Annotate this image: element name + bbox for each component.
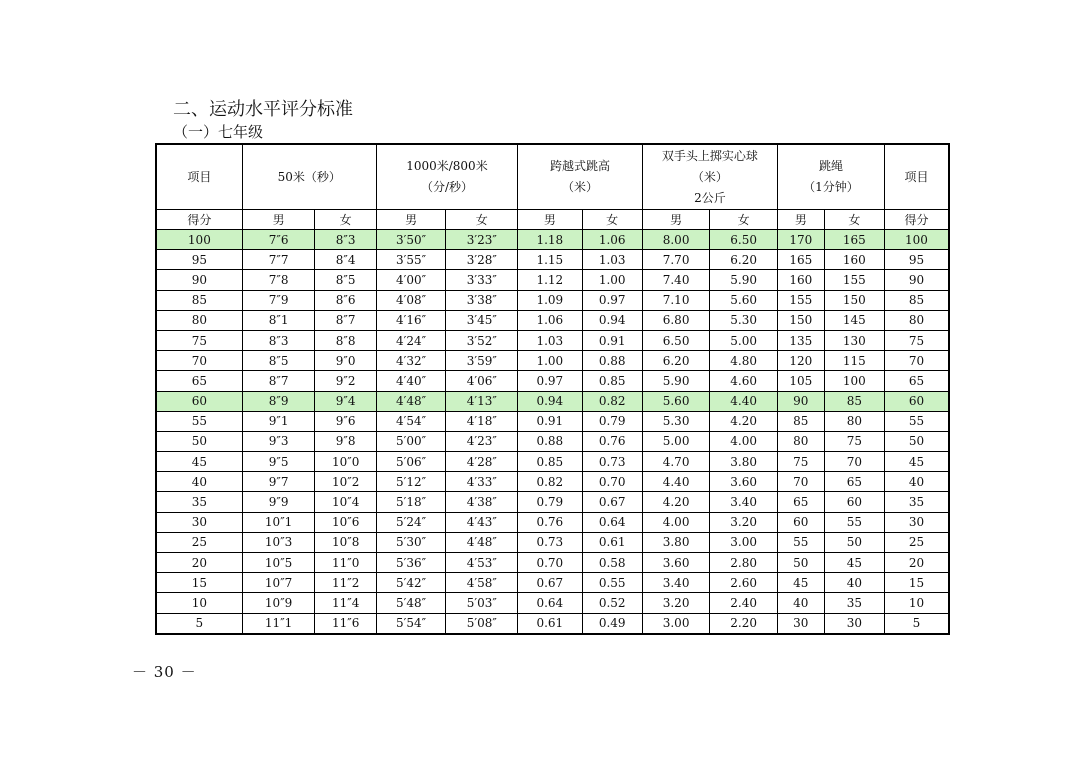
table-cell: 120 [777, 351, 824, 371]
table-cell: 4.40 [710, 391, 778, 411]
table-cell: 0.52 [582, 593, 642, 613]
table-cell: 4′38″ [446, 492, 518, 512]
table-cell: 11″1 [242, 613, 315, 634]
table-cell: 5.30 [710, 310, 778, 330]
table-cell: 155 [777, 290, 824, 310]
table-cell: 11″2 [315, 573, 376, 593]
table-row [156, 613, 949, 634]
table-cell: 4.20 [710, 411, 778, 431]
table-cell: 4.40 [642, 472, 710, 492]
table-cell: 60 [824, 492, 884, 512]
table-cell: 7.40 [642, 270, 710, 290]
subheader-cell: 女 [446, 210, 518, 230]
table-cell: 75 [777, 452, 824, 472]
table-cell: 8″1 [242, 310, 315, 330]
table-cell: 60 [156, 391, 242, 411]
header-highjump-line2: （米） [561, 180, 598, 194]
table-cell: 9″7 [242, 472, 315, 492]
table-cell: 5.90 [642, 371, 710, 391]
table-cell: 11″4 [315, 593, 376, 613]
table-cell: 3.60 [642, 553, 710, 573]
table-cell: 8″9 [242, 391, 315, 411]
table-cell: 8″8 [315, 330, 376, 350]
table-row [156, 573, 949, 593]
table-cell: 4′48″ [376, 391, 446, 411]
table-cell: 3.20 [710, 512, 778, 532]
table-cell: 1.15 [518, 250, 582, 270]
table-cell: 0.67 [582, 492, 642, 512]
table-cell: 3.00 [642, 613, 710, 634]
table-cell: 4.20 [642, 492, 710, 512]
table-row [156, 472, 949, 492]
table-cell: 9″9 [242, 492, 315, 512]
header-run1000 [376, 144, 517, 210]
header-rope-line1: 跳绳 [818, 159, 843, 173]
table-cell: 8″7 [242, 371, 315, 391]
table-cell: 0.94 [582, 310, 642, 330]
table-cell: 70 [824, 452, 884, 472]
table-cell: 1.00 [582, 270, 642, 290]
table-cell: 3′52″ [446, 330, 518, 350]
table-cell: 85 [777, 411, 824, 431]
table-cell: 0.79 [582, 411, 642, 431]
table-cell: 4′16″ [376, 310, 446, 330]
table-cell: 35 [156, 492, 242, 512]
table-cell: 4′24″ [376, 330, 446, 350]
table-cell: 165 [824, 230, 884, 250]
header-run50: 50米（秒） [242, 144, 376, 210]
table-cell: 6.20 [710, 250, 778, 270]
table-cell: 4′54″ [376, 411, 446, 431]
table-cell: 0.88 [518, 431, 582, 451]
table-cell: 65 [824, 472, 884, 492]
header-item-right: 项目 [884, 144, 949, 210]
table-cell: 75 [884, 330, 949, 350]
table-row [156, 593, 949, 613]
table-cell: 4′28″ [446, 452, 518, 472]
table-cell: 0.76 [518, 512, 582, 532]
table-row [156, 492, 949, 512]
table-row [156, 512, 949, 532]
table-cell: 0.73 [582, 452, 642, 472]
table-cell: 1.03 [582, 250, 642, 270]
table-row [156, 452, 949, 472]
table-cell: 45 [777, 573, 824, 593]
table-cell: 4′18″ [446, 411, 518, 431]
table-cell: 80 [884, 310, 949, 330]
table-cell: 8″4 [315, 250, 376, 270]
table-header-row [156, 144, 949, 210]
table-cell: 4′33″ [446, 472, 518, 492]
table-row [156, 290, 949, 310]
table-cell: 5 [884, 613, 949, 634]
table-cell: 5′03″ [446, 593, 518, 613]
table-cell: 0.64 [518, 593, 582, 613]
score-table [155, 143, 950, 635]
table-cell: 0.82 [518, 472, 582, 492]
table-cell: 7″6 [242, 230, 315, 250]
table-row [156, 411, 949, 431]
table-cell: 60 [777, 512, 824, 532]
table-cell: 10 [156, 593, 242, 613]
table-cell: 45 [884, 452, 949, 472]
table-row [156, 553, 949, 573]
table-cell: 7.10 [642, 290, 710, 310]
subheader-cell: 男 [518, 210, 582, 230]
table-cell: 45 [824, 553, 884, 573]
table-cell: 8″5 [242, 351, 315, 371]
table-cell: 30 [156, 512, 242, 532]
table-cell: 85 [156, 290, 242, 310]
table-cell: 5′54″ [376, 613, 446, 634]
table-cell: 55 [884, 411, 949, 431]
header-run1000-line1: 1000米/800米 [406, 159, 488, 173]
table-cell: 40 [156, 472, 242, 492]
table-cell: 4′08″ [376, 290, 446, 310]
table-cell: 15 [884, 573, 949, 593]
table-cell: 150 [777, 310, 824, 330]
table-cell: 4′23″ [446, 431, 518, 451]
table-cell: 170 [777, 230, 824, 250]
table-cell: 10″2 [315, 472, 376, 492]
table-cell: 10″9 [242, 593, 315, 613]
table-cell: 0.88 [582, 351, 642, 371]
table-cell: 160 [777, 270, 824, 290]
table-cell: 145 [824, 310, 884, 330]
table-cell: 6.20 [642, 351, 710, 371]
table-cell: 60 [884, 391, 949, 411]
table-cell: 0.91 [582, 330, 642, 350]
table-cell: 4′13″ [446, 391, 518, 411]
table-cell: 70 [777, 472, 824, 492]
table-row [156, 391, 949, 411]
table-cell: 1.00 [518, 351, 582, 371]
table-cell: 55 [824, 512, 884, 532]
table-cell: 155 [824, 270, 884, 290]
table-cell: 3.80 [642, 532, 710, 552]
table-cell: 70 [884, 351, 949, 371]
table-cell: 3′33″ [446, 270, 518, 290]
table-cell: 5′42″ [376, 573, 446, 593]
table-cell: 35 [824, 593, 884, 613]
header-ball-line2: （米） [691, 169, 728, 184]
table-cell: 5.00 [710, 330, 778, 350]
subheader-cell: 男 [777, 210, 824, 230]
table-cell: 0.97 [518, 371, 582, 391]
table-cell: 0.85 [518, 452, 582, 472]
table-cell: 30 [777, 613, 824, 634]
table-cell: 6.80 [642, 310, 710, 330]
table-cell: 10″3 [242, 532, 315, 552]
table-cell: 50 [777, 553, 824, 573]
table-row [156, 230, 949, 250]
table-cell: 25 [156, 532, 242, 552]
table-cell: 90 [156, 270, 242, 290]
table-cell: 4.70 [642, 452, 710, 472]
table-cell: 55 [777, 532, 824, 552]
table-cell: 1.18 [518, 230, 582, 250]
table-row [156, 250, 949, 270]
table-cell: 6.50 [710, 230, 778, 250]
table-cell: 75 [156, 330, 242, 350]
table-cell: 3.40 [710, 492, 778, 512]
table-cell: 8″3 [242, 330, 315, 350]
table-cell: 0.70 [582, 472, 642, 492]
table-cell: 40 [777, 593, 824, 613]
table-cell: 4′58″ [446, 573, 518, 593]
table-cell: 50 [824, 532, 884, 552]
table-cell: 9″5 [242, 452, 315, 472]
table-cell: 65 [884, 371, 949, 391]
table-cell: 9″1 [242, 411, 315, 431]
table-cell: 5′00″ [376, 431, 446, 451]
table-cell: 50 [156, 431, 242, 451]
table-cell: 6.50 [642, 330, 710, 350]
table-cell: 3′50″ [376, 230, 446, 250]
table-cell: 5 [156, 613, 242, 634]
table-cell: 8″7 [315, 310, 376, 330]
table-cell: 0.82 [582, 391, 642, 411]
table-cell: 5.90 [710, 270, 778, 290]
table-cell: 35 [884, 492, 949, 512]
table-cell: 4.60 [710, 371, 778, 391]
header-ball-line3: 2公斤 [694, 190, 726, 205]
table-cell: 2.60 [710, 573, 778, 593]
subheader-cell: 得分 [156, 210, 242, 230]
table-cell: 8.00 [642, 230, 710, 250]
table-cell: 8″6 [315, 290, 376, 310]
table-cell: 3.40 [642, 573, 710, 593]
table-cell: 0.61 [582, 532, 642, 552]
table-cell: 5′48″ [376, 593, 446, 613]
table-cell: 0.85 [582, 371, 642, 391]
table-cell: 90 [777, 391, 824, 411]
table-cell: 0.64 [582, 512, 642, 532]
table-cell: 0.79 [518, 492, 582, 512]
table-cell: 0.91 [518, 411, 582, 431]
subheader-cell: 男 [376, 210, 446, 230]
table-cell: 0.67 [518, 573, 582, 593]
table-cell: 1.09 [518, 290, 582, 310]
page-heading: 二、运动水平评分标准 [173, 99, 353, 120]
table-cell: 4.00 [710, 431, 778, 451]
table-row [156, 270, 949, 290]
table-cell: 3′38″ [446, 290, 518, 310]
table-cell: 85 [824, 391, 884, 411]
table-row [156, 371, 949, 391]
table-cell: 2.40 [710, 593, 778, 613]
subheader-cell: 男 [642, 210, 710, 230]
table-cell: 5.60 [710, 290, 778, 310]
table-cell: 95 [156, 250, 242, 270]
table-cell: 9″4 [315, 391, 376, 411]
table-cell: 100 [156, 230, 242, 250]
table-cell: 15 [156, 573, 242, 593]
table-subheader-row [156, 210, 949, 230]
header-highjump-line1: 跨越式跳高 [549, 159, 610, 173]
table-cell: 9″3 [242, 431, 315, 451]
table-row [156, 532, 949, 552]
header-highjump [518, 144, 643, 210]
table-cell: 160 [824, 250, 884, 270]
table-cell: 11″6 [315, 613, 376, 634]
table-cell: 115 [824, 351, 884, 371]
table-cell: 4′48″ [446, 532, 518, 552]
page-number: － 30 － [132, 663, 197, 681]
table-cell: 80 [156, 310, 242, 330]
table-cell: 165 [777, 250, 824, 270]
header-item-left: 项目 [156, 144, 242, 210]
table-cell: 3′23″ [446, 230, 518, 250]
table-cell: 20 [156, 553, 242, 573]
table-cell: 4′00″ [376, 270, 446, 290]
table-cell: 20 [884, 553, 949, 573]
table-cell: 11″0 [315, 553, 376, 573]
section-subheading: （一）七年级 [173, 123, 264, 141]
subheader-cell: 女 [582, 210, 642, 230]
table-cell: 2.20 [710, 613, 778, 634]
table-cell: 30 [824, 613, 884, 634]
table-cell: 4′06″ [446, 371, 518, 391]
table-cell: 8″3 [315, 230, 376, 250]
table-cell: 75 [824, 431, 884, 451]
table-cell: 9″6 [315, 411, 376, 431]
table-cell: 7″8 [242, 270, 315, 290]
table-cell: 10″4 [315, 492, 376, 512]
table-cell: 65 [777, 492, 824, 512]
table-cell: 25 [884, 532, 949, 552]
table-cell: 65 [156, 371, 242, 391]
table-cell: 135 [777, 330, 824, 350]
table-cell: 3′59″ [446, 351, 518, 371]
table-cell: 1.03 [518, 330, 582, 350]
table-cell: 3.20 [642, 593, 710, 613]
table-cell: 7.70 [642, 250, 710, 270]
table-row [156, 351, 949, 371]
subheader-cell: 女 [315, 210, 376, 230]
table-cell: 0.76 [582, 431, 642, 451]
table-cell: 9″2 [315, 371, 376, 391]
table-cell: 4′43″ [446, 512, 518, 532]
table-cell: 50 [884, 431, 949, 451]
table-cell: 3′55″ [376, 250, 446, 270]
table-cell: 4.80 [710, 351, 778, 371]
header-rope [777, 144, 884, 210]
table-cell: 0.73 [518, 532, 582, 552]
table-cell: 80 [824, 411, 884, 431]
table-row [156, 431, 949, 451]
table-cell: 5′06″ [376, 452, 446, 472]
table-row [156, 310, 949, 330]
table-cell: 45 [156, 452, 242, 472]
header-rope-line2: （1分钟） [803, 180, 859, 194]
table-cell: 2.80 [710, 553, 778, 573]
table-cell: 5′30″ [376, 532, 446, 552]
header-ball [642, 144, 777, 210]
header-run1000-line2: （分/秒） [420, 180, 473, 194]
table-cell: 100 [884, 230, 949, 250]
table-cell: 5.60 [642, 391, 710, 411]
table-cell: 8″5 [315, 270, 376, 290]
table-cell: 10″1 [242, 512, 315, 532]
table-cell: 0.61 [518, 613, 582, 634]
table-cell: 3′28″ [446, 250, 518, 270]
table-cell: 1.12 [518, 270, 582, 290]
table-cell: 5′24″ [376, 512, 446, 532]
table-cell: 10″8 [315, 532, 376, 552]
table-cell: 5′18″ [376, 492, 446, 512]
table-cell: 10″0 [315, 452, 376, 472]
table-cell: 0.55 [582, 573, 642, 593]
table-cell: 5.00 [642, 431, 710, 451]
table-cell: 3.80 [710, 452, 778, 472]
table-cell: 4′40″ [376, 371, 446, 391]
table-cell: 70 [156, 351, 242, 371]
table-cell: 30 [884, 512, 949, 532]
table-cell: 3.60 [710, 472, 778, 492]
table-cell: 55 [156, 411, 242, 431]
subheader-cell: 男 [242, 210, 315, 230]
table-cell: 4.00 [642, 512, 710, 532]
table-cell: 1.06 [518, 310, 582, 330]
table-cell: 85 [884, 290, 949, 310]
table-cell: 80 [777, 431, 824, 451]
table-cell: 40 [824, 573, 884, 593]
table-cell: 130 [824, 330, 884, 350]
table-cell: 5′08″ [446, 613, 518, 634]
subheader-cell: 得分 [884, 210, 949, 230]
table-cell: 4′32″ [376, 351, 446, 371]
table-cell: 5.30 [642, 411, 710, 431]
table-cell: 0.58 [582, 553, 642, 573]
table-cell: 7″9 [242, 290, 315, 310]
table-cell: 7″7 [242, 250, 315, 270]
table-row [156, 330, 949, 350]
table-cell: 3′45″ [446, 310, 518, 330]
header-ball-line1: 双手头上掷实心球 [661, 148, 758, 163]
table-cell: 0.97 [582, 290, 642, 310]
subheader-cell: 女 [710, 210, 778, 230]
table-cell: 0.70 [518, 553, 582, 573]
table-cell: 10″5 [242, 553, 315, 573]
table-cell: 90 [884, 270, 949, 290]
table-cell: 4′53″ [446, 553, 518, 573]
table-cell: 100 [824, 371, 884, 391]
table-cell: 95 [884, 250, 949, 270]
table-cell: 0.49 [582, 613, 642, 634]
subheader-cell: 女 [824, 210, 884, 230]
table-cell: 10 [884, 593, 949, 613]
table-cell: 150 [824, 290, 884, 310]
table-cell: 9″0 [315, 351, 376, 371]
table-cell: 10″6 [315, 512, 376, 532]
table-cell: 40 [884, 472, 949, 492]
table-cell: 9″8 [315, 431, 376, 451]
table-cell: 5′36″ [376, 553, 446, 573]
table-cell: 3.00 [710, 532, 778, 552]
table-cell: 5′12″ [376, 472, 446, 492]
table-cell: 0.94 [518, 391, 582, 411]
table-cell: 1.06 [582, 230, 642, 250]
table-cell: 105 [777, 371, 824, 391]
table-cell: 10″7 [242, 573, 315, 593]
